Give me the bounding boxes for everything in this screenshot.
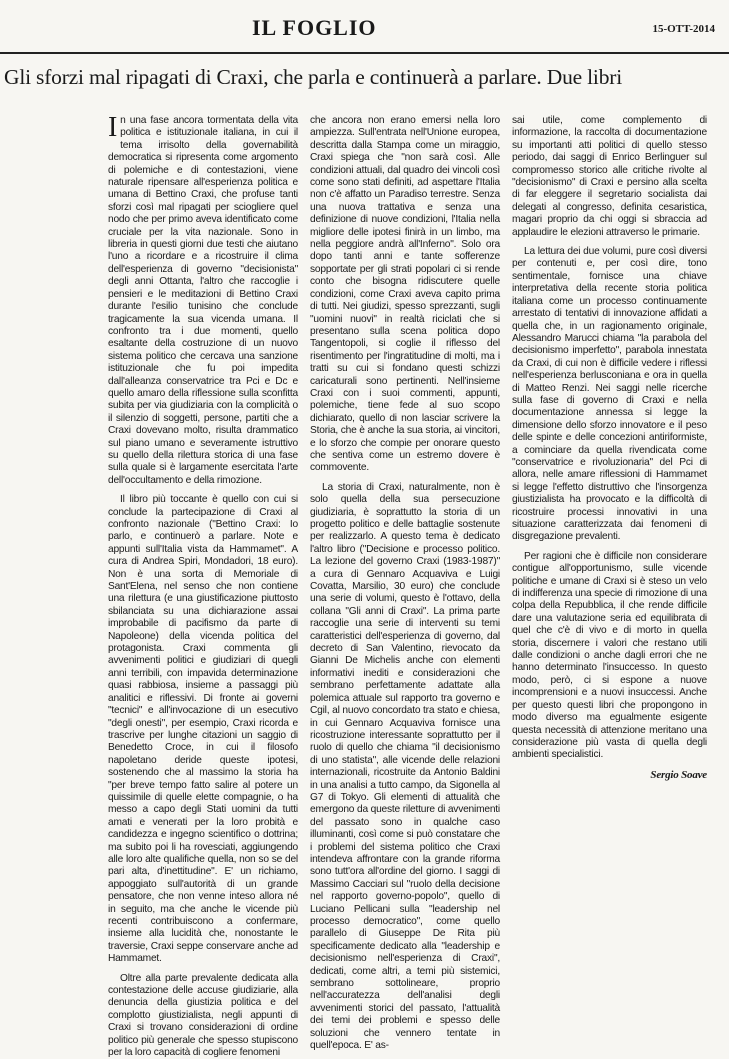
- article-column-3: [512, 115, 707, 945]
- paragraph: La lettura dei due volumi, pure così diversi per contenuti e, per così dire, tono sentimentale, fornisce una chiave interpretativa della recente storia politica italiana come un processo continuamente arrestato di tentativi di innovazione affidati a quella che, in un ragionamento originale, Alessandro Marucci chiama "la parabola del decisionismo imperfetto", parabola innestata da Craxi, di cui non è difficile vedere i riflessi nell'esperienza berlusconiana e ora in quella di Matteo Renzi. Nei saggi nelle ricerche sulla fase di governo di Craxi e nella documentazione annessa si legge la dimensione dello sforzo innovatore e il peso delle spinte e delle concezioni antiriformiste, a cominciare da quella rivendicata come "conservatrice e rivoluzionaria" del Pci di allora, nelle amare riflessioni di Hammamet si legge l'effetto distruttivo che l'insorgenza giustizialista ha provocato e la difficoltà di ricostruire processi innovativi in una situazione caratterizzata dai fenomeni di disgregazione prevalenti.: [512, 246, 707, 543]
- article-column-2: [310, 115, 500, 1052]
- publication-date: 15-OTT-2014: [652, 23, 715, 35]
- masthead: [0, 0, 729, 52]
- newspaper-name: IL FOGLIO: [252, 15, 377, 40]
- drop-cap: I: [108, 112, 118, 143]
- article-column-1: [108, 112, 298, 1059]
- paragraph: che ancora non erano emersi nella loro ampiezza. Sull'entrata nell'Unione europea, descritta dalla Stampa come un miraggio, Craxi spiega che "non sarà così. Alle condizioni attuali, dal quadro dei vincoli così come sono stati definiti, ad aspettare l'Italia non c'è affatto un Paradiso terrestre. Senza una nuova trattativa e senza una definizione di nuove condizioni, l'Italia nella migliore delle ipotesi finirà in un limbo, ma nella peggiore andrà all'Inferno". Solo ora dopo tanti anni e tante sofferenze sopportate per gli strati popolari ci si rende conto che bisogna ridiscutere quelle condizioni, come Craxi aveva capito prima di tutti. Nei giudizi, spesso sprezzanti, sugli "uomini nuovi" in realtà riciclati che si presentano sulla scena politica dopo Tangentopoli, si coglie il riflesso del risentimento per l'ingratitudine di molti, ma i tratti su cui si fondano questi schizzi caricaturali sono pertinenti. Nell'insieme Craxi con i suoi commenti, appunti, polemiche, tiene fede al suo scopo dichiarato, quello di non lasciar scrivere la Storia, che è anche la sua storia, ai vincitori, e lo sforzo che compie per onorare questo che sentiva come un estremo dovere è commovente.: [310, 115, 500, 474]
- paragraph: Il libro più toccante è quello con cui si conclude la partecipazione di Craxi al confronto nazionale ("Bettino Craxi: Io parlo, e continuerò a parlare. Note e appunti sull'Italia vista da Hammamet". A cura di Andrea Spiri, Mondadori, 18 euro). Non è una sorta di Memoriale di Sant'Elena, nel senso che non contiene una rilettura (e una giustificazione piuttosto sbilanciata su una dichiarazione assai improbabile di pacifismo da parte di Napoleone) della vicenda politica del protagonista. Craxi commenta gli avvenimenti politici e giudiziari di quegli anni terribili, con impavida determinazione quasi rabbiosa, insieme a passaggi più analitici e riflessivi. Di fronte ai governi "tecnici" e all'invocazione di un esecutivo "degli onesti", per esempio, Craxi ricorda e trascrive per lunghe citazioni un saggio di Benedetto Croce, in cui il filosofo napoletano deride queste ipotesi, sostenendo che al massimo la storia ha "per breve tempo fatto salire al potere un quissimile di quelle elette compagnie, o ha messo a capo degli Stati uomini da tutti amati e venerati per la loro probità e candidezza e ingegno scientifico o dottrina; ma subito poi li ha rovesciati, aggiungendo alle loro alte qualifiche quella, non so se del pari alta, d'inettitudine". E' un richiamo, appoggiato sull'autorità di un grande pensatore, che non venne inteso allora né in seguito, ma che anche le vicende più recenti contribuiscono a confermare, insieme alla lucidità che, nonostante le traversie, Craxi seppe conservare anche ad Hammamet.: [108, 494, 298, 965]
- paragraph: [108, 112, 298, 487]
- article-headline: Gli sforzi mal ripagati di Craxi, che parla e continuerà a parlare. Due libri: [4, 65, 622, 89]
- author-signature: Sergio Soave: [650, 768, 707, 781]
- paragraph: Oltre alla parte prevalente dedicata alla contestazione delle accuse giudiziarie, alla denuncia della giustizia politica e del complotto giustizialista, negli appunti di Craxi si trovano considerazioni di ordine politico più generale che spesso stupiscono per la loro capacità di cogliere fenomeni: [108, 972, 298, 1059]
- paragraph: La storia di Craxi, naturalmente, non è solo quella della sua persecuzione giudiziaria, è soprattutto la storia di un progetto politico e delle battaglie sostenute per realizzarlo. A questo tema è dedicato l'altro libro ("Decisione e processo politico. La lezione del governo Craxi (1983-1987)" a cura di Gennaro Acquaviva e Luigi Covatta, Marsilio, 30 euro) che conclude una serie di volumi, questo è l'ottavo, della collana "Gli anni di Craxi". La prima parte raccoglie una serie di interventi su temi caratteristici dell'esperienza di governo, dal decreto di San Valentino, rievocato da Gianni De Michelis anche con elementi informativi inediti e considerazioni che sembrano perfettamente adattate alla polemica attuale sul rapporto tra governo e Cgil, al nuovo concordato tra stato e chiesa, in cui Gennaro Acquaviva fornisce una ricostruzione interessante soprattutto per il ruolo di quello che chiama "il decisionismo di uno statista", alle vicende delle relazioni internazionali, ricostruite da Antonio Baldini in una analisi a tutto campo, da Sigonella al G7 di Tokyo. Gli elementi di attualità che emergono da queste riletture di avvenimenti del passato sono in qualche caso illuminanti, così come si può constatare che i problemi del sistema politico che Craxi intendeva affrontare con la grande riforma sono tutt'ora all'ordine del giorno. I saggi di Massimo Cacciari sul "ruolo della decisione nel rapporto governo-popolo", quello di Luciano Pellicani sulla "leadership nel processo democratico", come quello parallelo di Giuseppe De Rita più specificamente dedicato alla "leadership e decisionismo nell'esperienza di Craxi", dedicati, come altri, a temi più sistemici, sembrano sottolineare, proprio nell'accuratezza dell'analisi degli avvenimenti storici del passato, l'attualità dei temi dei problemi e spesso delle soluzioni che vennero tentate in quell'epoca. E' as-: [310, 481, 500, 1052]
- paragraph: sai utile, come complemento di informazione, la raccolta di documentazione su importanti atti politici di quello stesso periodo, dai saggi di Enrico Berlinguer sul compromesso storico alle critiche rivolte al "decisionismo" di Craxi e persino alla scelta di far eleggere il segretario socialista dai delegati al congresso, definita cesaristica, magari proprio da chi oggi si sbraccia ad applaudire le elezioni attraverso le primarie.: [512, 115, 707, 238]
- paragraph-text: n una fase ancora tormentata della vita politica e istituzionale italiana, in cui il tema irrisolto della governabilità democratica si ripresenta come argomento di polemiche e di contestazioni, viene naturale ripensare all'esperienza politica e umana di Bettino Craxi, che profuse tanti sforzi così mal ripagati per sciogliere quel nodo che per primo aveva identificato come cruciale per la vita nazionale. Sono in libreria in questi giorni due testi che aiutano l'uno a ricordare e a ricostruire il clima dell'esperienza di governo "decisionista" degli anni Ottanta, l'altro che raccoglie i pensieri e le meditazioni di Bettino Craxi durante l'esilio tunisino che conclude tragicamente la sua vicenda umana. Il confronto tra i due momenti, quello esaltante della costruzione di un nuovo sistema politico che cercava una sanzione istituzionale che fu poi impedita dall'alleanza conservatrice tra Pci e Dc e quello amaro della riflessione sulla sconfitta subita per via giudiziaria con la complicità o il silenzio di soggetti, persone, partiti che a Craxi dovevano molto, risulta drammatico sul piano umano e severamente istruttivo su quello della rilettura storica di una fase sulla quale si è largamente esercitata l'arte dell'occultamento e della rimozione.: [108, 115, 298, 486]
- paragraph: Per ragioni che è difficile non considerare contigue all'opportunismo, sulle vicende politiche e umane di Craxi si è steso un velo di indifferenza una specie di rimozione di una colpa della Repubblica, il che rende difficile dare una valutazione seria ed equilibrata di quel che c'è di vivo e di morto in quella storia, discernere i valori che restano utili dalle condizioni o anche dagli errori che ne hanno determinato l'insuccesso. In questo modo, però, ci si espone a nuove incomprensioni e a nuovi insuccessi. Anche per questo questi libri che propongono in modo diverso ma egualmente esigente questa necessità di attenzione meritano una considerazione più vasta di quella degli ambienti specialistici.: [512, 550, 707, 761]
- masthead-rule: [0, 52, 729, 54]
